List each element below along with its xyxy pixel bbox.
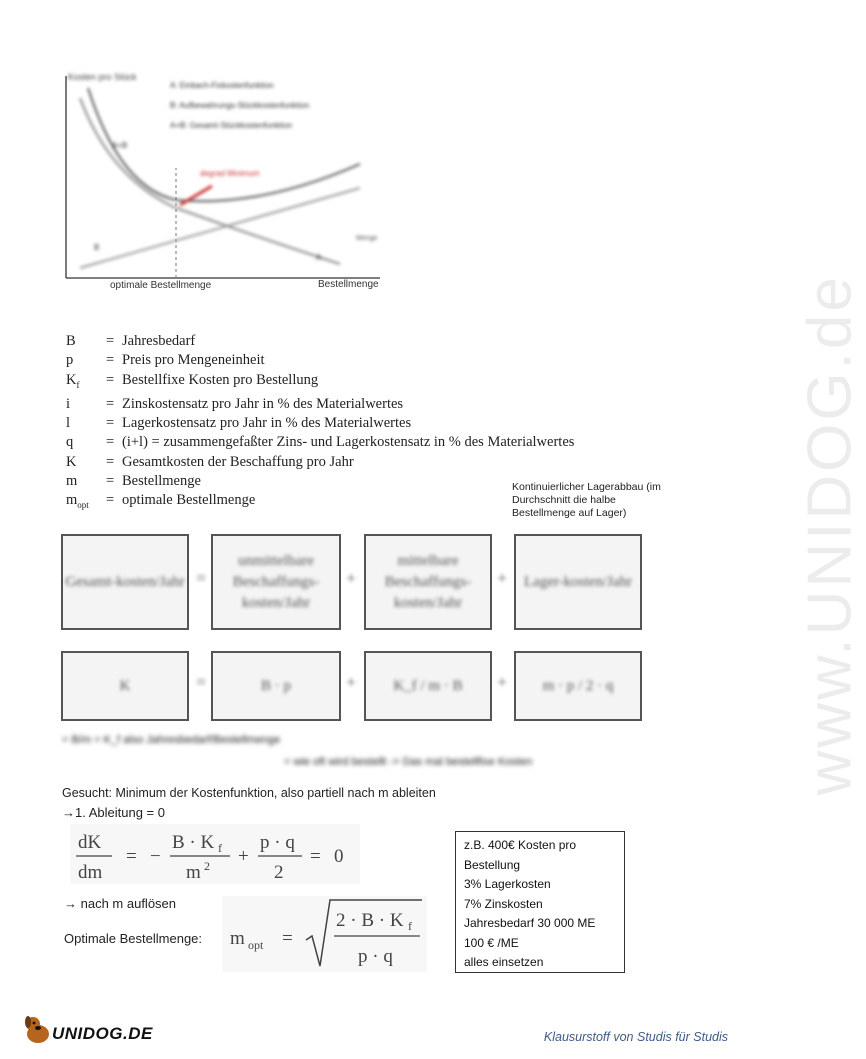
equals-sign: =	[106, 395, 115, 412]
box-storage-cost	[514, 534, 642, 630]
curve-label-ab: A+B	[112, 141, 128, 150]
box-label: Lager-kosten/Jahr	[524, 573, 632, 590]
optimal-formula	[222, 896, 427, 972]
example-line: alles einsetzen	[464, 955, 544, 969]
definition-text: Lagerkostensatz pro Jahr in % des Materialwertes	[122, 415, 412, 432]
svg-text:f: f	[218, 841, 222, 855]
svg-text:=: =	[282, 928, 293, 949]
x-label-axis: Bestellmenge	[318, 279, 379, 290]
equals-sign: =	[106, 333, 115, 349]
svg-text:p · q: p · q	[260, 832, 295, 853]
legend-2: B: Aufbewahrungs-Stückkostenfunktion	[170, 101, 310, 110]
definition-symbol: l	[66, 415, 71, 432]
svg-text:−: −	[150, 846, 161, 867]
box-direct-cost	[211, 534, 341, 630]
chart-y-label: Kosten pro Stück	[68, 72, 137, 82]
footer-tagline: Klausurstoff von Studis für Studis	[543, 1030, 728, 1044]
svg-text:B · K: B · K	[172, 832, 215, 853]
box-k	[61, 651, 189, 721]
definition-symbol: $m_{opt}$	[66, 492, 89, 511]
box-label: K_f / m · B	[393, 677, 463, 694]
x-unit-label: Menge	[356, 235, 378, 242]
definition-symbol: K	[66, 453, 77, 470]
chart-svg	[60, 68, 390, 293]
equals-sign: =	[106, 371, 115, 388]
definition-row	[66, 371, 626, 395]
derivative-svg	[70, 824, 360, 884]
definition-symbol: p	[66, 352, 74, 369]
definition-text: Gesamtkosten der Beschaffung pro Jahr	[122, 453, 354, 470]
definition-symbol: m	[66, 472, 78, 489]
equals-sign: =	[106, 434, 115, 451]
derivative-formula	[70, 824, 360, 884]
definition-row	[66, 332, 626, 351]
definition-text: Bestellfixe Kosten pro Bestellung	[122, 371, 319, 388]
curve-label-b: B	[94, 243, 100, 252]
definition-row	[66, 433, 626, 452]
box-total-cost	[61, 534, 189, 630]
minimum-label: degrad Minimum	[200, 169, 260, 178]
definition-text: (i+l) = zusammengefaßter Zins- und Lagerkostensatz in % des Materialwertes	[122, 434, 575, 451]
svg-text:opt: opt	[248, 938, 264, 952]
svg-text:2 · B · K: 2 · B · K	[336, 910, 404, 931]
operator: +	[497, 672, 508, 692]
example-line: 7% Zinskosten	[464, 896, 543, 911]
example-line: Bestellung	[464, 857, 521, 872]
svg-text:2: 2	[204, 859, 210, 873]
svg-text:2: 2	[274, 862, 284, 883]
derivation-intro: Gesucht: Minimum der Kostenfunktion, also partiell nach m ableiten	[62, 786, 436, 800]
svg-text:f: f	[408, 919, 412, 933]
operator: +	[346, 672, 357, 692]
definition-symbol: q	[66, 434, 74, 451]
definition-symbol: i	[66, 395, 71, 412]
operator: =	[196, 672, 207, 692]
definition-row	[66, 414, 626, 433]
definition-text: Jahresbedarf	[122, 333, 196, 349]
svg-text:=: =	[126, 846, 137, 867]
legend-1: A: Einbach-Fixkostenfunktion	[170, 81, 274, 90]
operator: +	[497, 568, 508, 588]
box-kf-m-b	[364, 651, 492, 721]
box-bp	[211, 651, 341, 721]
x-label-optimal: optimale Bestellmenge	[110, 280, 212, 291]
definition-row	[66, 395, 626, 414]
svg-text:p · q: p · q	[358, 946, 393, 967]
optimal-svg	[222, 896, 427, 972]
derivation-step1: →1. Ableitung = 0	[62, 805, 165, 820]
logo-text: UNIDOG.DE	[52, 1024, 153, 1043]
equals-sign: =	[106, 352, 115, 369]
definition-row	[66, 453, 626, 472]
box-label: unmittelbare Beschaffungs-kosten/Jahr	[232, 552, 320, 611]
optimal-label: Optimale Bestellmenge:	[64, 931, 203, 946]
blurred-note-1: = B/m = K_f also Jahresbedarf/Bestellmenge	[62, 734, 281, 746]
box-label: Gesamt-kosten/Jahr	[65, 573, 185, 590]
equals-sign: =	[106, 492, 115, 509]
svg-text:dK: dK	[78, 832, 102, 853]
svg-text:0: 0	[334, 846, 344, 867]
definition-symbol: B	[66, 333, 76, 349]
cost-curve-chart	[60, 68, 390, 293]
storage-note: Kontinuierlicher Lagerabbau (im Durchschnitt die halbe Bestellmenge auf Lager)	[512, 481, 661, 519]
box-label: mittelbare Beschaffungs-kosten/Jahr	[384, 552, 472, 611]
operator: =	[196, 568, 207, 588]
definition-text: Bestellmenge	[122, 472, 201, 489]
box-label: m · p / 2 · q	[542, 677, 614, 694]
equals-sign: =	[106, 453, 115, 470]
svg-text:=: =	[310, 846, 321, 867]
curve-label-a: A	[316, 253, 322, 262]
operator: +	[346, 568, 357, 588]
svg-text:dm: dm	[78, 862, 103, 883]
definition-text: optimale Bestellmenge	[122, 492, 256, 509]
box-label: K	[119, 677, 131, 694]
watermark: www.UNIDOG.de	[795, 274, 865, 796]
box-label: B · p	[261, 677, 291, 694]
svg-text:m: m	[186, 862, 201, 883]
example-line: z.B. 400€ Kosten pro	[464, 838, 577, 852]
blurred-note-2: = wie oft wird bestellt -> Das mal bestellfixe Kosten	[284, 756, 533, 768]
box-indirect-cost	[364, 534, 492, 630]
legend-3: A+B: Gesamt-Stückkostenfunktion	[170, 121, 293, 130]
svg-text:+: +	[238, 846, 249, 867]
example-line: Jahresbedarf 30 000 ME	[464, 916, 596, 930]
definition-row	[66, 351, 626, 370]
definition-text: Preis pro Mengeneinheit	[122, 352, 265, 369]
box-mp2q	[514, 651, 642, 721]
definition-text: Zinskostensatz pro Jahr in % des Materialwertes	[122, 395, 404, 412]
example-line: 3% Lagerkosten	[464, 877, 551, 891]
svg-text:m: m	[230, 928, 245, 949]
equals-sign: =	[106, 472, 115, 489]
dog-logo-icon	[22, 1014, 54, 1046]
derivation-step2: → nach m auflösen	[64, 896, 177, 911]
definition-symbol: $K_f$	[66, 371, 80, 390]
equals-sign: =	[106, 415, 115, 432]
example-line: 100 € /ME	[464, 935, 519, 950]
example-box	[455, 831, 625, 973]
